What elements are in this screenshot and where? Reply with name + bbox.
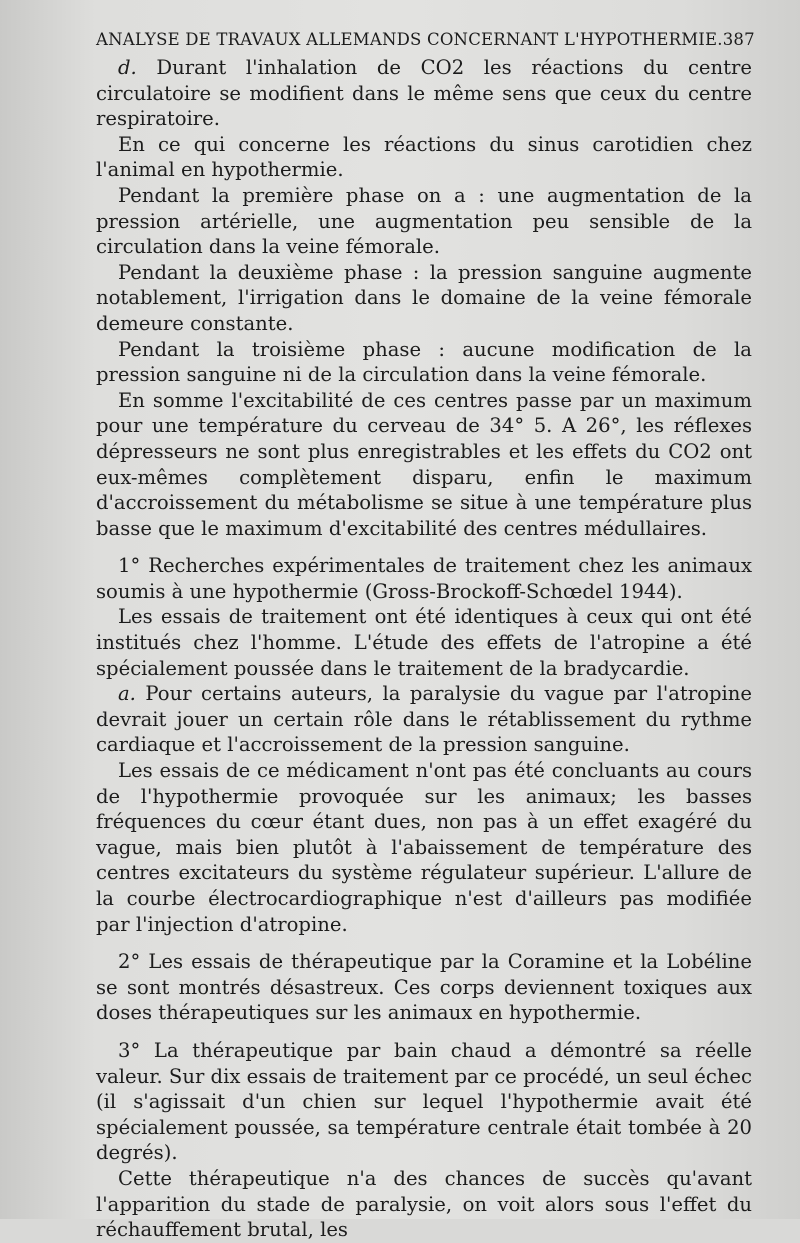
paragraph-9-text: Pour certains auteurs, la paralysie du vague par l'atropine devrait jouer un certain rôle dans le rétablissement du rythme cardiaque et l'accroissement de la pression sanguine.	[96, 682, 752, 757]
paragraph-7-text: 1° Recherches expérimentales de traitement chez les animaux soumis à une hypothermie (Gross-Brockoff-Schœdel 1944).	[96, 554, 752, 603]
paragraph-4-text: Pendant la deuxième phase : la pression sanguine augmente notablement, l'irrigation dans le domaine de la veine fémorale demeure constante.	[96, 260, 752, 335]
paragraph-5-text: Pendant la troisième phase : aucune modification de la pression sanguine ni de la circulation dans la veine fémorale.	[96, 337, 752, 387]
body-text	[96, 55, 752, 1243]
paragraph-1-lead: d.	[118, 56, 137, 79]
paragraph-8	[96, 604, 752, 681]
paragraph-12	[96, 1038, 752, 1166]
paragraph-11-text: 2° Les essais de thérapeutique par la Coramine et la Lobéline se sont montrés désastreux. Ces corps deviennent toxiques aux doses thérapeutiques sur les animaux en hypothermie.	[96, 950, 752, 1025]
paragraph-10	[96, 758, 752, 937]
paragraph-1-text: Durant l'inhalation de CO2 les réactions du centre circulatoire se modifient dans le même sens que ceux du centre respiratoire.	[96, 56, 752, 131]
paragraph-12-text: 3° La thérapeutique par bain chaud a démontré sa réelle valeur. Sur dix essais de traitement par ce procédé, un seul échec (il s'agissait d'un chien sur lequel l'hypothermie avait été spécialement poussée, sa température centrale était tombée à 20 degrés).	[96, 1038, 752, 1165]
paragraph-10-text: Les essais de ce médicament n'ont pas été concluants au cours de l'hypothermie provoquée sur les animaux; les basses fréquences du cœur étant dues, non pas à un effet exagéré du vague, mais bien plutôt à l'abaissement de température des centres excitateurs du système régulateur supérieur. L'allure de la courbe électrocardiographique n'est d'ailleurs pas modifiée par l'injection d'atropine.	[96, 759, 752, 936]
page-number: 387	[722, 30, 755, 49]
running-head	[96, 30, 755, 49]
paragraph-6-text: En somme l'excitabilité de ces centres passe par un maximum pour une température du cerveau de 34° 5. A 26°, les réflexes dépresseurs ne sont plus enregistrables et les effets du CO2 ont eux-mêmes complètement disparu, enfin le maximum d'accroissement du métabolisme se situe à une température plus basse que le maximum d'excitabilité des centres médullaires.	[96, 388, 752, 540]
paragraph-4	[96, 260, 752, 337]
paragraph-2-text: En ce qui concerne les réactions du sinus carotidien chez l'animal en hypothermie.	[96, 132, 752, 182]
paragraph-7	[96, 553, 752, 604]
paragraph-13-text: Cette thérapeutique n'a des chances de succès qu'avant l'apparition du stade de paralysie, on voit alors sous l'effet du réchauffement brutal, les	[96, 1166, 752, 1242]
paragraph-5	[96, 337, 752, 388]
paragraph-9-lead: a.	[118, 682, 136, 706]
paragraph-2	[96, 132, 752, 183]
paragraph-1	[96, 55, 752, 132]
paragraph-6	[96, 388, 752, 542]
paragraph-8-text: Les essais de traitement ont été identiques à ceux qui ont été institués chez l'homme. L'étude des effets de l'atropine a été spécialement poussée dans le traitement de la bradycardie.	[96, 605, 752, 680]
paragraph-13	[96, 1166, 752, 1243]
paragraph-3-text: Pendant la première phase on a : une augmentation de la pression artérielle, une augmentation peu sensible de la circulation dans la veine fémorale.	[96, 183, 752, 259]
paragraph-11	[96, 949, 752, 1026]
paragraph-3	[96, 183, 752, 260]
running-head-title: ANALYSE DE TRAVAUX ALLEMANDS CONCERNANT L'HYPOTHERMIE.	[96, 30, 723, 49]
paragraph-9	[96, 681, 752, 758]
